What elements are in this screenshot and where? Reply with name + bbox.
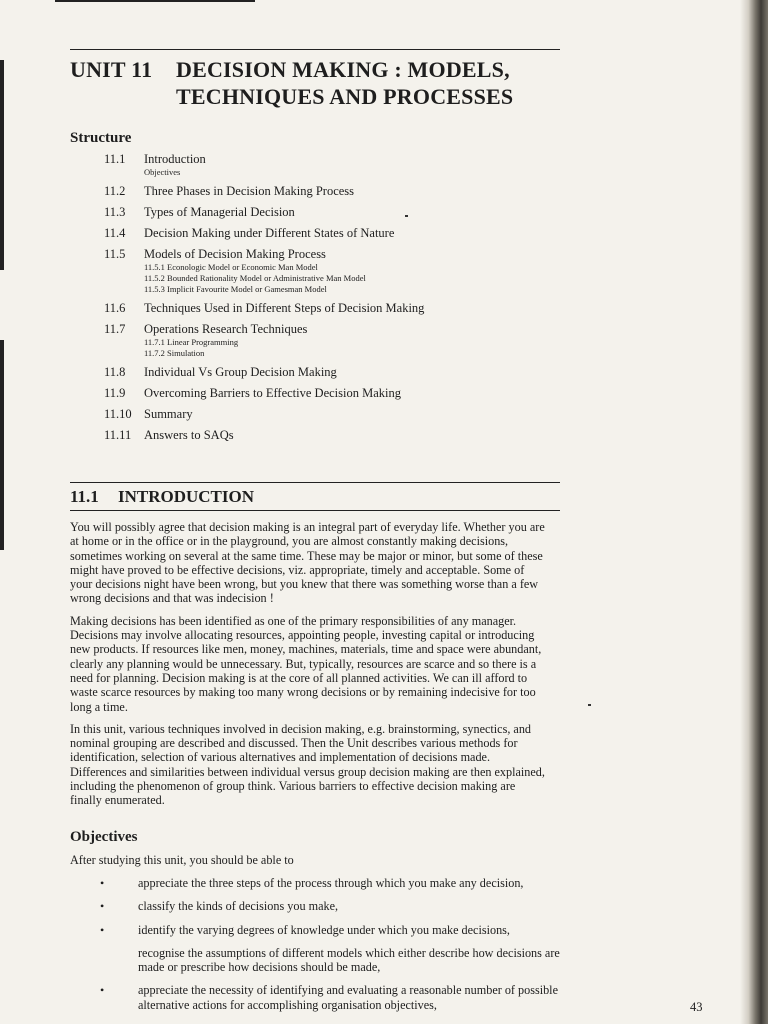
structure-list	[104, 152, 644, 443]
introduction-body	[70, 520, 548, 816]
structure-item-label: Summary	[144, 407, 193, 421]
objectives-list	[100, 876, 560, 1021]
section-title: INTRODUCTION	[118, 487, 255, 506]
objective-item	[100, 946, 560, 975]
structure-subitem: 11.7.2 Simulation	[144, 348, 205, 358]
objectives-intro: After studying this unit, you should be able to	[70, 853, 294, 867]
bullet-mark: •	[100, 983, 105, 998]
structure-item	[104, 365, 644, 380]
objective-text: appreciate the necessity of identifying and evaluating a reasonable number of possible alternative actions for accomplishing organisation objectives,	[138, 983, 558, 1012]
body-paragraph: You will possibly agree that decision making is an integral part of everyday life. Whether you are at home or in the office or in the playground, you are almost constantly making decisions, sometimes working on several at the same time. These may be major or minor, but some of these might have proved to be effective decisions, viz. appropriate, timely and acceptable. Some of your decisions night have been wrong, but you knew that there was something worse than a few wrong decisions and that was indecision !	[70, 520, 545, 606]
structure-item	[104, 226, 644, 241]
scan-speck	[405, 215, 408, 217]
structure-item	[104, 386, 644, 401]
section-number: 11.1	[70, 487, 99, 506]
structure-item	[104, 152, 644, 167]
structure-item-number: 11.1	[104, 152, 126, 166]
structure-item-label: Models of Decision Making Process	[144, 247, 326, 261]
structure-item	[104, 301, 644, 316]
structure-item-label: Individual Vs Group Decision Making	[144, 365, 337, 379]
bullet-mark: •	[100, 876, 105, 890]
structure-item-number: 11.5	[104, 247, 126, 261]
structure-item-label: Techniques Used in Different Steps of Decision Making	[144, 301, 425, 315]
top-rule	[55, 0, 255, 2]
structure-item-label: Overcoming Barriers to Effective Decision Making	[144, 386, 401, 400]
structure-subitem: 11.5.3 Implicit Favourite Model or Gamesman Model	[144, 284, 327, 294]
structure-item-number: 11.9	[104, 386, 126, 400]
structure-item-number: 11.2	[104, 184, 126, 198]
objective-text: appreciate the three steps of the process through which you make any decision,	[138, 876, 524, 890]
structure-subitem: Objectives	[144, 167, 181, 177]
structure-item-label: Decision Making under Different States of Nature	[144, 226, 395, 240]
structure-item-label: Operations Research Techniques	[144, 322, 308, 336]
section-rule-bottom	[70, 510, 560, 511]
unit-title-line-2: TECHNIQUES AND PROCESSES	[176, 84, 514, 109]
structure-item-label: Three Phases in Decision Making Process	[144, 184, 355, 198]
structure-subitem: 11.5.1 Econologic Model or Economic Man Model	[144, 262, 318, 272]
structure-item	[104, 407, 644, 422]
structure-item	[104, 205, 644, 220]
structure-item	[104, 247, 644, 262]
section-heading	[70, 487, 254, 507]
body-paragraph: Making decisions has been identified as one of the primary responsibilities of any manager. Decisions may involve allocating resources, appointing people, investing capital or introducing new products. If resources like men, money, machines, materials, time and space were abundant, clearly any planning would be unnecessary. But, typically, resources are scarce and so there is a need for planning. Decision making is at the core of all planned activities. We can ill afford to waste scarce resources by making too many wrong decisions or by remaining indecisive for too long a time.	[70, 613, 542, 714]
structure-item-label: Introduction	[144, 152, 206, 166]
objective-text: classify the kinds of decisions you make,	[138, 899, 339, 914]
structure-item-number: 11.4	[104, 226, 126, 240]
structure-item	[104, 428, 644, 443]
structure-item-label: Types of Managerial Decision	[144, 205, 295, 219]
objective-item	[100, 983, 560, 1012]
unit-title-line-1: DECISION MAKING : MODELS,	[176, 57, 510, 82]
objective-item	[100, 923, 560, 937]
structure-item-number: 11.10	[104, 407, 132, 421]
unit-number: UNIT 11	[70, 57, 153, 82]
structure-item	[104, 184, 644, 199]
page-number: 43	[690, 1000, 703, 1014]
structure-subitem: 11.5.2 Bounded Rationality Model or Administrative Man Model	[144, 273, 366, 283]
body-paragraph: In this unit, various techniques involved in decision making, e.g. brainstorming, synectics, and nominal grouping are described and discussed. Then the Unit describes various methods for identification, selection of various alternatives and implementation of decisions made. Differences and similarities between individual versus group decision making are then explained, including the phenomenon of group think. Various barriers to effective decision making are finally enumerated.	[70, 721, 545, 808]
structure-item	[104, 322, 644, 337]
structure-title: Structure	[70, 130, 132, 146]
scan-speck	[588, 704, 591, 706]
section-rule-top	[70, 482, 560, 483]
structure-item-number: 11.7	[104, 322, 126, 336]
objective-text: identify the varying degrees of knowledge under which you make decisions,	[138, 922, 510, 937]
scan-edge-left	[0, 60, 4, 760]
structure-item-number: 11.3	[104, 205, 126, 219]
structure-item-number: 11.8	[104, 365, 126, 379]
structure-item-number: 11.11	[104, 428, 132, 442]
bullet-mark: •	[100, 899, 105, 914]
objective-item	[100, 899, 560, 913]
objective-text: recognise the assumptions of different models which either describe how decisions are made or prescribe how decisions should be made,	[138, 945, 560, 975]
structure-subitem: 11.7.1 Linear Programming	[144, 337, 239, 347]
scan-edge-right	[740, 0, 768, 1024]
structure-item-number: 11.6	[104, 301, 126, 315]
objectives-title: Objectives	[70, 829, 138, 845]
bullet-mark: •	[100, 922, 105, 937]
objective-item	[100, 876, 560, 890]
header-rule	[70, 49, 560, 50]
structure-item-label: Answers to SAQs	[144, 428, 234, 442]
